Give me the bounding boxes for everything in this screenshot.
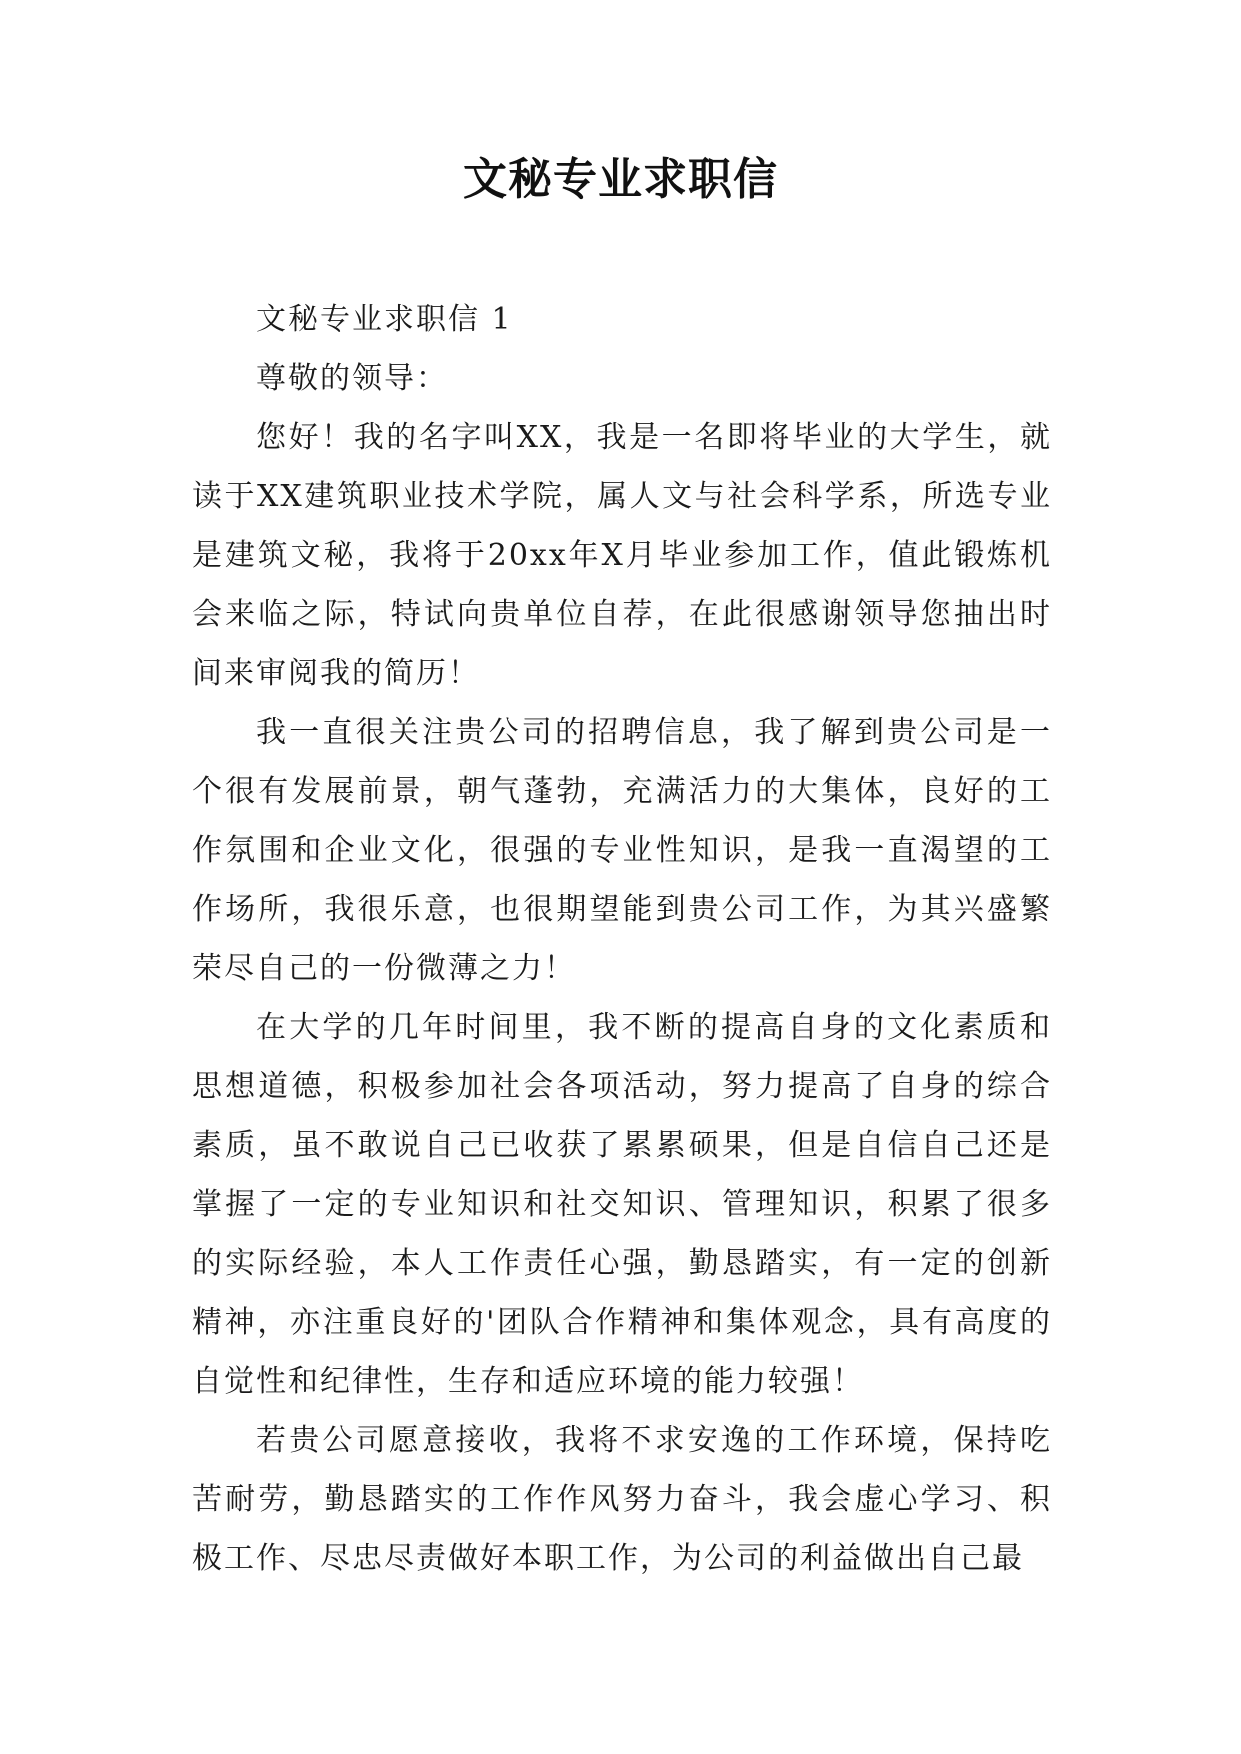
paragraph-introduction: 您好！我的名字叫XX，我是一名即将毕业的大学生，就读于XX建筑职业技术学院，属人文与社会科学系，所选专业是建筑文秘，我将于20xx年X月毕业参加工作，值此锻炼机会来临之际，特试向贵单位自荐，在此很感谢领导您抽出时间来审阅我的简历！ [192,420,1052,691]
letter-heading: 文秘专业求职信 1 [256,302,513,337]
paragraph-commitment: 若贵公司愿意接收，我将不求安逸的工作环境，保持吃苦耐劳，勤恳踏实的工作作风努力奋斗，我会虚心学习、积极工作、尽忠尽责做好本职工作，为公司的利益做出自己最 [192,1423,1052,1576]
paragraph-university-experience: 在大学的几年时间里，我不断的提高自身的文化素质和思想道德，积极参加社会各项活动，努力提高了自身的综合素质，虽不敢说自己已收获了累累硕果，但是自信自己还是掌握了一定的专业知识和社交知识、管理知识，积累了很多的实际经验，本人工作责任心强，勤恳踏实，有一定的创新精神，亦注重良好的'团队合作精神和集体观念，具有高度的自觉性和纪律性，生存和适应环境的能力较强！ [192,1010,1052,1399]
document-body [192,290,1052,1588]
document-title: 文秘专业求职信 [463,154,778,205]
paragraph-company-interest: 我一直很关注贵公司的招聘信息，我了解到贵公司是一个很有发展前景，朝气蓬勃，充满活力的大集体，良好的工作氛围和企业文化，很强的专业性知识，是我一直渴望的工作场所，我很乐意，也很期望能到贵公司工作，为其兴盛繁荣尽自己的一份微薄之力！ [192,715,1052,986]
letter-salutation: 尊敬的领导： [256,361,448,396]
